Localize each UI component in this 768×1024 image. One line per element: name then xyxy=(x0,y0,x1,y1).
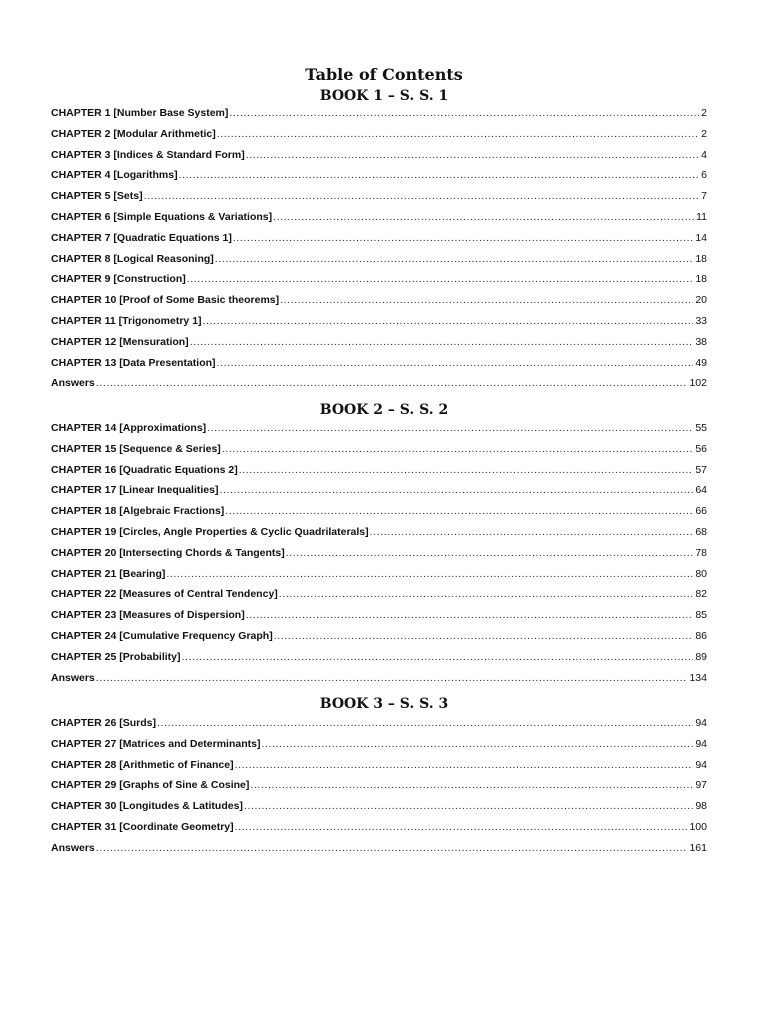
toc-dot-leader xyxy=(280,294,693,306)
toc-entry[interactable] xyxy=(51,377,707,398)
toc-entry-page-number: 66 xyxy=(695,505,707,518)
toc-entry-page-number: 97 xyxy=(695,779,707,792)
toc-dot-leader xyxy=(244,800,693,812)
toc-dot-leader xyxy=(190,336,694,348)
toc-entry[interactable] xyxy=(51,273,707,294)
toc-entry-page-number: 55 xyxy=(695,422,707,434)
toc-entry-page-number: 6 xyxy=(701,169,707,182)
toc-entry[interactable] xyxy=(51,211,707,232)
toc-dot-leader xyxy=(246,609,694,621)
toc-entry-page-number: 2 xyxy=(701,127,707,140)
toc-entry-page-number: 57 xyxy=(695,463,707,476)
toc-entry-page-number: 20 xyxy=(695,294,707,307)
toc-entry-label: CHAPTER 19 [Circles, Angle Properties & Cyclic Quadrilaterals] xyxy=(51,525,369,538)
toc-entry[interactable] xyxy=(51,484,707,505)
toc-entry-page-number: 68 xyxy=(695,525,707,538)
toc-entry-page-number: 11 xyxy=(696,210,707,223)
toc-entry-label: CHAPTER 15 [Sequence & Series] xyxy=(51,442,221,455)
toc-entry-page-number: 4 xyxy=(701,148,707,161)
toc-entry[interactable] xyxy=(51,315,707,336)
toc-entry-label: CHAPTER 24 [Cumulative Frequency Graph] xyxy=(51,629,273,642)
toc-entry-label: CHAPTER 14 [Approximations] xyxy=(51,422,207,434)
toc-dot-leader xyxy=(144,190,700,202)
toc-entry-label: CHAPTER 31 [Coordinate Geometry] xyxy=(51,820,234,833)
toc-entry-page-number: 85 xyxy=(695,609,707,622)
toc-entry-label: CHAPTER 6 [Simple Equations & Variations] xyxy=(51,210,273,223)
toc-dot-leader xyxy=(239,464,694,476)
toc-dot-leader xyxy=(279,588,694,600)
toc-entry[interactable] xyxy=(51,443,707,464)
toc-entry[interactable] xyxy=(51,568,707,589)
toc-entry-page-number: 18 xyxy=(695,273,707,286)
toc-entry-label: CHAPTER 7 [Quadratic Equations 1] xyxy=(51,231,232,244)
toc-entry-page-number: 102 xyxy=(689,377,707,390)
book-3-heading: BOOK 3 – S. S. 3 xyxy=(319,696,449,712)
toc-entry-page-number: 33 xyxy=(695,314,707,327)
toc-entry-label: CHAPTER 30 [Longitudes & Latitudes] xyxy=(51,800,243,813)
toc-dot-leader xyxy=(96,672,688,684)
book-1-toc-list xyxy=(51,107,707,398)
toc-entry-label: CHAPTER 2 [Modular Arithmetic] xyxy=(51,127,216,140)
toc-entry-label: CHAPTER 22 [Measures of Central Tendency] xyxy=(51,588,278,601)
toc-dot-leader xyxy=(96,377,688,389)
toc-dot-leader xyxy=(286,547,694,559)
toc-entry-label: CHAPTER 28 [Arithmetic of Finance] xyxy=(51,758,234,771)
toc-dot-leader xyxy=(96,842,688,854)
book-3-toc-list xyxy=(51,717,707,863)
toc-entry[interactable] xyxy=(51,149,707,170)
toc-dot-leader xyxy=(187,273,694,285)
toc-entry-page-number: 82 xyxy=(695,588,707,601)
toc-entry[interactable] xyxy=(51,672,707,693)
toc-entry-label: CHAPTER 29 [Graphs of Sine & Cosine] xyxy=(51,779,250,792)
toc-entry-page-number: 49 xyxy=(695,356,707,369)
toc-entry[interactable] xyxy=(51,294,707,315)
toc-entry-page-number: 134 xyxy=(689,671,707,684)
toc-entry-page-number: 94 xyxy=(695,737,707,750)
toc-entry[interactable] xyxy=(51,547,707,568)
toc-entry-label: CHAPTER 26 [Surds] xyxy=(51,717,157,729)
toc-entry[interactable] xyxy=(51,190,707,211)
toc-dot-leader xyxy=(166,568,693,580)
toc-entry-label: CHAPTER 10 [Proof of Some Basic theorems] xyxy=(51,294,280,307)
toc-entry-page-number: 80 xyxy=(695,567,707,580)
toc-dot-leader xyxy=(235,821,688,833)
toc-dot-leader xyxy=(246,149,699,161)
toc-entry-page-number: 98 xyxy=(695,800,707,813)
toc-entry[interactable] xyxy=(51,464,707,485)
toc-entry-label: CHAPTER 17 [Linear Inequalities] xyxy=(51,484,219,497)
toc-entry[interactable] xyxy=(51,779,707,800)
toc-dot-leader xyxy=(273,211,694,223)
toc-entry[interactable] xyxy=(51,357,707,378)
toc-entry-label: CHAPTER 8 [Logical Reasoning] xyxy=(51,252,214,265)
toc-entry-label: CHAPTER 9 [Construction] xyxy=(51,273,186,286)
toc-entry[interactable] xyxy=(51,800,707,821)
toc-dot-leader xyxy=(157,717,693,729)
toc-entry[interactable] xyxy=(51,759,707,780)
toc-entry[interactable] xyxy=(51,128,707,149)
toc-entry-label: CHAPTER 13 [Data Presentation] xyxy=(51,356,216,369)
toc-entry-label: CHAPTER 25 [Probability] xyxy=(51,650,181,663)
toc-dot-leader xyxy=(250,779,693,791)
toc-dot-leader xyxy=(207,422,693,434)
toc-entry[interactable] xyxy=(51,588,707,609)
toc-entry[interactable] xyxy=(51,609,707,630)
toc-entry-page-number: 89 xyxy=(695,650,707,663)
toc-entry[interactable] xyxy=(51,717,707,738)
toc-entry-page-number: 100 xyxy=(689,820,707,833)
toc-entry-page-number: 86 xyxy=(695,629,707,642)
book-1-heading: BOOK 1 – S. S. 1 xyxy=(319,88,449,104)
book-2-toc-list xyxy=(51,422,707,692)
toc-entry[interactable] xyxy=(51,651,707,672)
toc-dot-leader xyxy=(274,630,694,642)
toc-dot-leader xyxy=(217,357,694,369)
toc-entry-label: CHAPTER 1 [Number Base System] xyxy=(51,107,229,119)
toc-entry-page-number: 94 xyxy=(695,758,707,771)
toc-entry-label: CHAPTER 18 [Algebraic Fractions] xyxy=(51,505,225,518)
toc-dot-leader xyxy=(225,505,693,517)
toc-dot-leader xyxy=(215,253,694,265)
toc-dot-leader xyxy=(235,759,694,771)
toc-entry-label: CHAPTER 5 [Sets] xyxy=(51,190,143,203)
toc-entry-page-number: 64 xyxy=(695,484,707,497)
toc-entry-label: CHAPTER 12 [Mensuration] xyxy=(51,335,189,348)
toc-entry[interactable] xyxy=(51,169,707,190)
toc-entry-page-number: 2 xyxy=(701,107,707,119)
toc-entry[interactable] xyxy=(51,842,707,863)
toc-entry-page-number: 161 xyxy=(689,841,707,854)
toc-entry[interactable] xyxy=(51,232,707,253)
toc-entry[interactable] xyxy=(51,821,707,842)
toc-entry-label: CHAPTER 3 [Indices & Standard Form] xyxy=(51,148,245,161)
toc-dot-leader xyxy=(233,232,693,244)
toc-entry[interactable] xyxy=(51,336,707,357)
toc-entry[interactable] xyxy=(51,422,707,443)
toc-dot-leader xyxy=(229,107,699,119)
book-2-heading: BOOK 2 – S. S. 2 xyxy=(319,402,449,418)
toc-dot-leader xyxy=(203,315,694,327)
toc-entry-label: Answers xyxy=(51,841,95,854)
toc-entry-label: Answers xyxy=(51,377,95,390)
toc-dot-leader xyxy=(261,738,693,750)
toc-entry-page-number: 94 xyxy=(695,717,707,729)
toc-entry-label: Answers xyxy=(51,671,95,684)
toc-entry[interactable] xyxy=(51,505,707,526)
toc-entry-page-number: 7 xyxy=(701,190,707,203)
toc-entry-page-number: 78 xyxy=(695,546,707,559)
toc-entry-label: CHAPTER 21 [Bearing] xyxy=(51,567,166,580)
toc-entry-label: CHAPTER 4 [Logarithms] xyxy=(51,169,178,182)
toc-entry-label: CHAPTER 11 [Trigonometry 1] xyxy=(51,314,202,327)
toc-dot-leader xyxy=(217,128,699,140)
toc-entry[interactable] xyxy=(51,253,707,274)
toc-entry[interactable] xyxy=(51,738,707,759)
toc-entry[interactable] xyxy=(51,526,707,547)
toc-dot-leader xyxy=(179,169,700,181)
page-title: Table of Contents xyxy=(305,65,463,84)
toc-entry[interactable] xyxy=(51,107,707,128)
toc-dot-leader xyxy=(222,443,694,455)
toc-entry-label: CHAPTER 27 [Matrices and Determinants] xyxy=(51,737,261,750)
toc-dot-leader xyxy=(182,651,694,663)
toc-entry-label: CHAPTER 16 [Quadratic Equations 2] xyxy=(51,463,238,476)
toc-entry[interactable] xyxy=(51,630,707,651)
toc-entry-page-number: 18 xyxy=(695,252,707,265)
toc-entry-page-number: 56 xyxy=(695,442,707,455)
toc-entry-label: CHAPTER 20 [Intersecting Chords & Tangents] xyxy=(51,546,285,559)
toc-entry-page-number: 38 xyxy=(695,335,707,348)
toc-dot-leader xyxy=(219,484,693,496)
toc-entry-page-number: 14 xyxy=(695,231,707,244)
toc-dot-leader xyxy=(370,526,694,538)
toc-entry-label: CHAPTER 23 [Measures of Dispersion] xyxy=(51,609,245,622)
